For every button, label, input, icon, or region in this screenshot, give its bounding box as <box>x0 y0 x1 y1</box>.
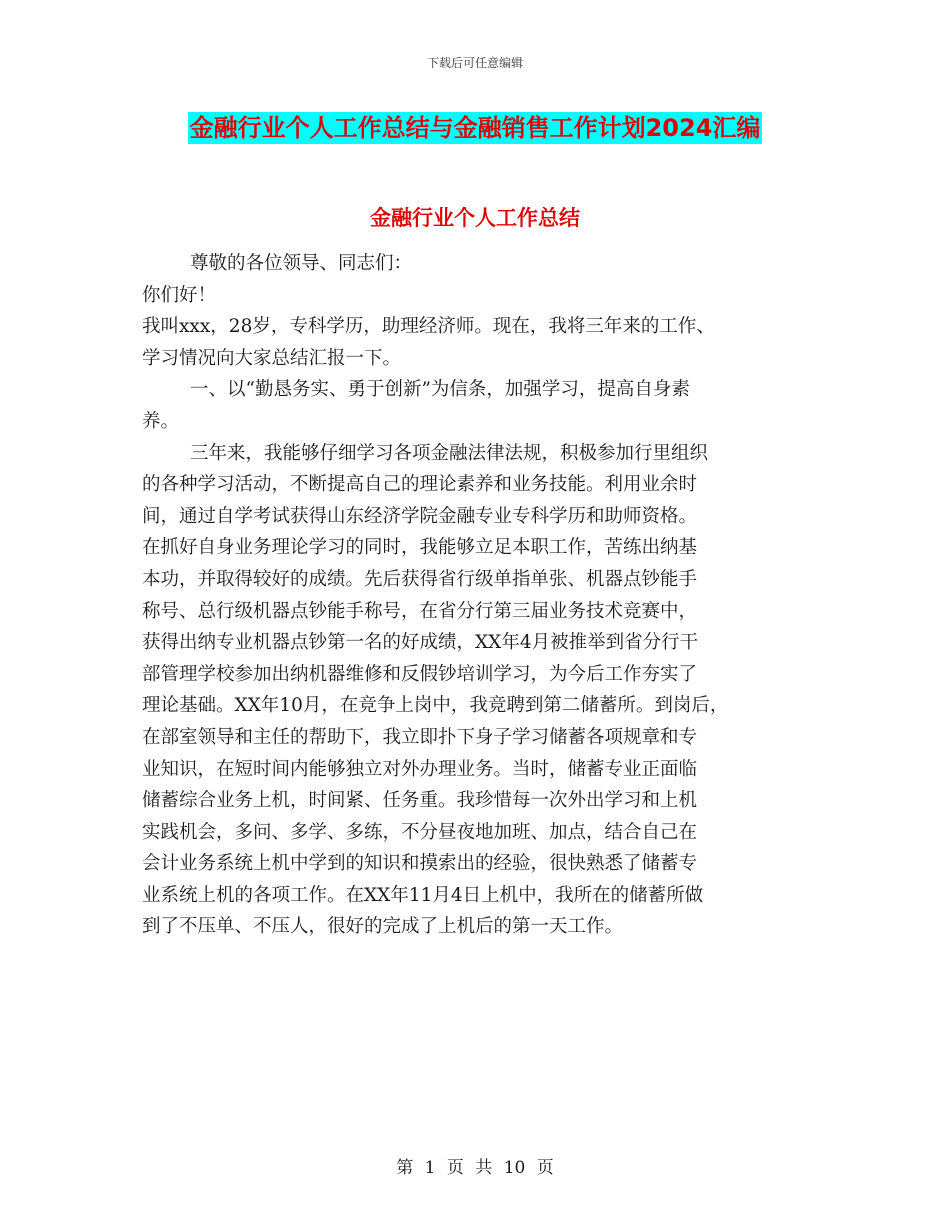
body-line: 会计业务系统上机中学到的知识和摸索出的经验，很快熟悉了储蓄专 <box>142 853 698 875</box>
salutation: 尊敬的各位领导、同志们： <box>190 253 413 274</box>
body-line: 获得出纳专业机器点钞第一名的好成绩，XX年4月被推举到省分行干 <box>142 632 699 654</box>
body-line: 业系统上机的各项工作。在XX年11月4日上机中，我所在的储蓄所做 <box>142 884 704 906</box>
body-line: 业知识，在短时间内能够独立对外办理业务。当时，储蓄专业正面临 <box>142 758 698 780</box>
body-line: 本功，并取得较好的成绩。先后获得省行级单指单张、机器点钞能手 <box>142 568 698 590</box>
body-line: 间，通过自学考试获得山东经济学院金融专业专科学历和助师资格。 <box>142 505 698 527</box>
body-line: 储蓄综合业务上机，时间紧、任务重。我珍惜每一次外出学习和上机 <box>142 790 698 812</box>
body-line: 学习情况向大家总结汇报一下。 <box>142 347 402 369</box>
body-line: 我叫xxx，28岁，专科学历，助理经济师。现在，我将三年来的工作、 <box>142 316 715 338</box>
body-line: 三年来，我能够仔细学习各项金融法律法规，积极参加行里组织 <box>190 442 709 464</box>
body-line: 部管理学校参加出纳机器维修和反假钞培训学习，为今后工作夯实了 <box>142 663 698 685</box>
body-line: 的各种学习活动，不断提高自己的理论素养和业务技能。利用业余时 <box>142 474 698 496</box>
document-title-wrap <box>0 112 950 144</box>
body-line: 在抓好自身业务理论学习的同时，我能够立足本职工作，苦练出纳基 <box>142 537 698 559</box>
header-note: 下载后可任意编辑 <box>426 56 523 70</box>
body-line: 理论基础。XX年10月，在竞争上岗中，我竞聘到第二储蓄所。到岗后， <box>142 695 729 717</box>
body-line: 在部室领导和主任的帮助下，我立即扑下身子学习储蓄各项规章和专 <box>142 726 698 748</box>
document-title: 金融行业个人工作总结与金融销售工作计划2024汇编 <box>189 114 761 142</box>
subheading-line: 一、以“勤恳务实、勇于创新”为信条，加强学习，提高自身素 <box>190 379 690 401</box>
subheading-line: 养。 <box>142 410 180 432</box>
greeting: 你们好！ <box>142 284 217 306</box>
body-line: 实践机会，多问、多学、多练，不分昼夜地加班、加点，结合自己在 <box>142 821 698 843</box>
section-title: 金融行业个人工作总结 <box>370 206 580 230</box>
document-body <box>142 248 832 943</box>
page-number-footer: 第 1 页 共 10 页 <box>396 1158 554 1178</box>
body-line: 称号、总行级机器点钞能手称号，在省分行第三届业务技术竞赛中， <box>142 600 698 622</box>
body-line: 到了不压单、不压人，很好的完成了上机后的第一天工作。 <box>142 916 624 938</box>
